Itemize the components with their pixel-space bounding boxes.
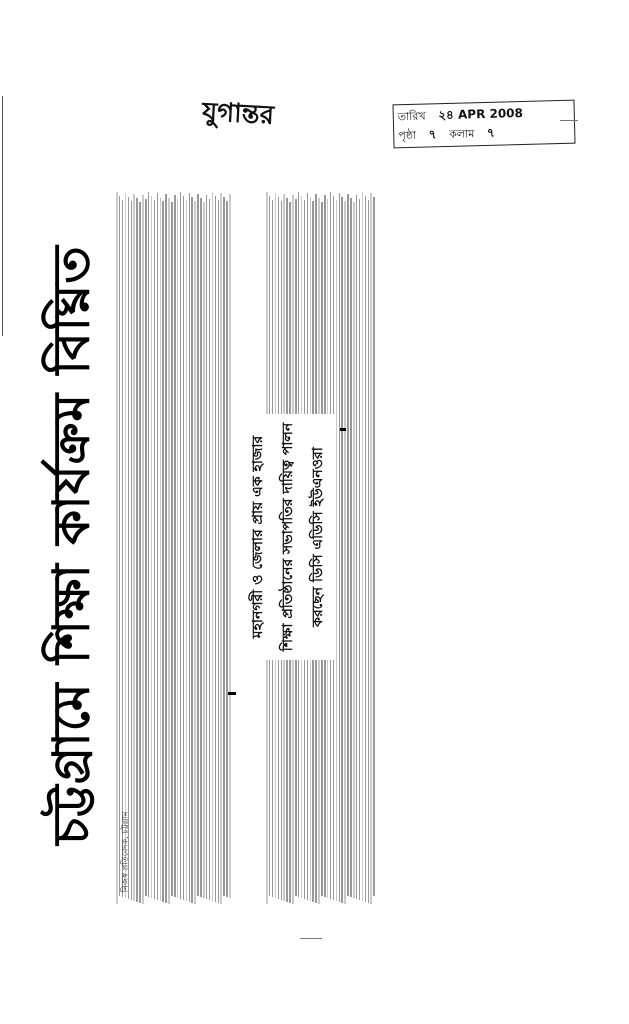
body-text-line — [142, 195, 144, 904]
column-divider-mark — [228, 692, 236, 695]
article-headline: চট্টগ্রামে শিক্ষা কার্যক্রম বিঘ্নিত — [42, 245, 101, 845]
stamp-date-value: ২৪ APR 2008 — [438, 105, 524, 123]
body-text-line — [341, 197, 343, 903]
body-text-line — [154, 200, 156, 899]
newspaper-masthead — [182, 92, 294, 138]
column-divider-mark — [340, 428, 346, 431]
body-text-line — [194, 201, 196, 904]
body-text-line — [174, 195, 176, 897]
body-text-line — [180, 192, 182, 899]
body-text-line — [165, 194, 167, 903]
stamp-date-label: তারিখ — [397, 109, 426, 124]
body-text-line — [151, 196, 153, 898]
body-text-line — [177, 199, 179, 898]
body-text-line — [203, 202, 205, 898]
body-text-line — [171, 202, 173, 896]
subheadline-line-3: করছেন ডিসি এডিসি ইউএনওরা — [310, 447, 326, 627]
body-text-line — [200, 198, 202, 897]
body-text-line — [359, 199, 361, 900]
body-text-line — [206, 195, 208, 899]
body-text-line — [350, 198, 352, 897]
masthead-name: যুগান্তর — [201, 97, 275, 131]
body-text-line — [168, 198, 170, 904]
body-text-line — [365, 196, 367, 902]
body-text-line — [183, 196, 185, 900]
article-columns — [116, 192, 376, 904]
scan-edge-mark — [560, 120, 578, 121]
body-text-line — [160, 197, 162, 901]
body-text-line — [157, 193, 159, 900]
body-text-line — [220, 193, 222, 904]
body-column-left — [116, 192, 232, 904]
body-text-line — [368, 200, 370, 903]
body-text-line — [145, 199, 147, 896]
body-text-line — [229, 194, 231, 898]
body-text-line — [373, 197, 375, 896]
body-text-line — [122, 200, 124, 897]
body-text-line — [347, 194, 349, 896]
body-text-line — [133, 194, 135, 901]
stamp-page-value: ৭ — [428, 127, 437, 142]
headline-band — [40, 186, 112, 904]
body-text-line — [223, 197, 225, 896]
subheadline-box — [240, 414, 336, 660]
body-text-line — [125, 193, 127, 898]
scan-edge-mark — [300, 938, 322, 939]
body-text-line — [226, 201, 228, 897]
body-text-line — [189, 193, 191, 902]
body-text-line — [136, 198, 138, 902]
stamp-column-value: ৭ — [486, 125, 495, 140]
article-clipping — [40, 186, 376, 904]
stamp-page-row — [398, 125, 501, 148]
body-text-line — [119, 196, 121, 896]
body-text-line — [356, 195, 358, 899]
body-text-line — [339, 193, 341, 902]
body-text-line — [370, 193, 372, 904]
body-text-line — [215, 196, 217, 902]
body-text-line — [209, 199, 211, 900]
body-text-line — [139, 202, 141, 903]
subheadline-line-2: শিক্ষা প্রতিষ্ঠানের সভাপতির দায়িত্ব পালন — [280, 422, 296, 652]
body-text-line — [218, 200, 220, 903]
body-text-line — [148, 192, 150, 897]
article-byline: নিজস্ব প্রতিবেদক, চট্টগ্রাম — [120, 811, 130, 893]
subheadline-line-1: মহানগরী ও জেলার প্রায় এক হাজার — [250, 435, 266, 639]
body-text-line — [191, 197, 193, 903]
date-stamp — [392, 100, 575, 149]
stamp-page-label: পৃষ্ঠা — [398, 128, 417, 143]
body-text-line — [128, 197, 130, 899]
body-text-line — [162, 201, 164, 902]
left-edge-rule — [2, 96, 3, 336]
body-text-line — [197, 194, 199, 896]
body-text-line — [362, 192, 364, 901]
body-text-line — [353, 202, 355, 898]
body-text-line — [116, 192, 118, 904]
body-text-line — [344, 201, 346, 904]
body-text-line — [212, 192, 214, 901]
body-text-line — [131, 201, 133, 900]
stamp-column-label: কলাম — [448, 127, 475, 141]
body-text-line — [186, 200, 188, 901]
